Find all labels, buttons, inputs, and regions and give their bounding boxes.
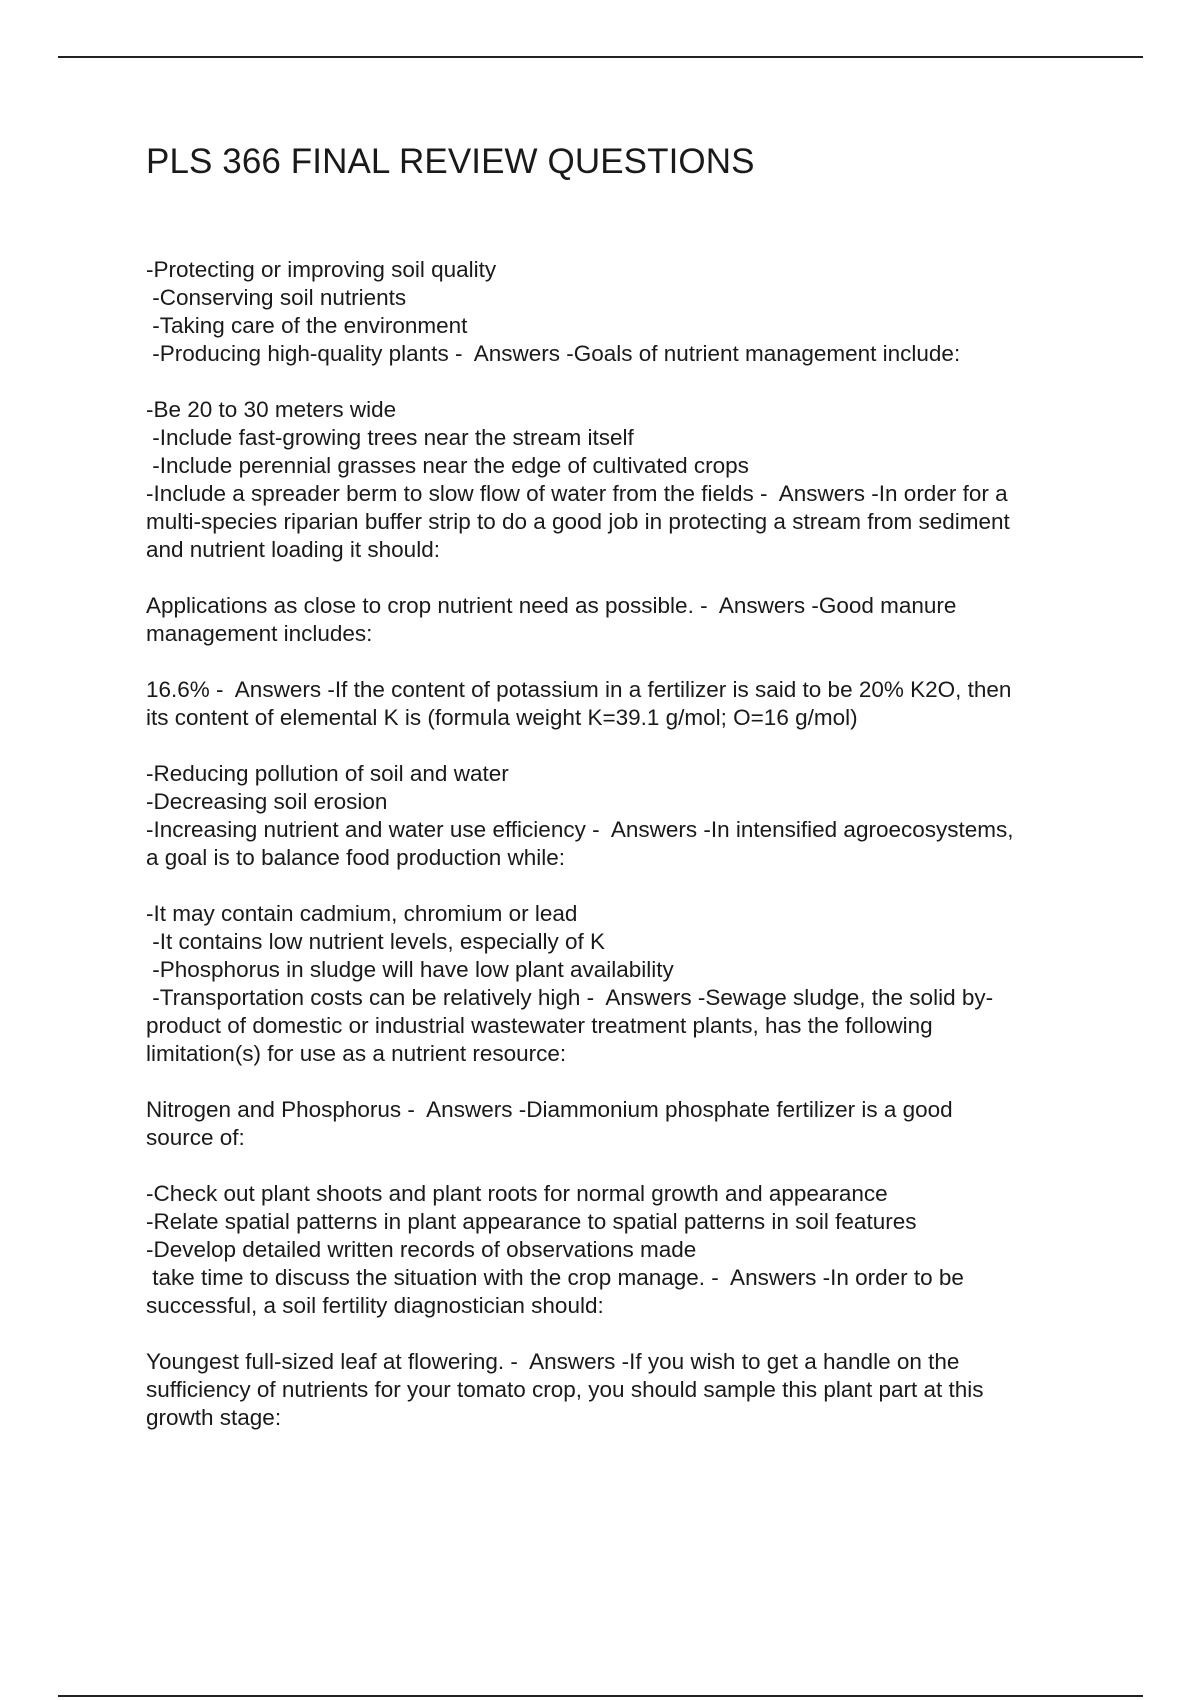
qa-block bbox=[146, 1096, 1091, 1152]
qa-block bbox=[146, 760, 1091, 872]
qa-line: -Relate spatial patterns in plant appearance to spatial patterns in soil features bbox=[146, 1209, 917, 1234]
qa-block bbox=[146, 396, 1091, 564]
qa-line: -Protecting or improving soil quality bbox=[146, 257, 497, 282]
qa-line: product of domestic or industrial wastewater treatment plants, has the following bbox=[146, 1013, 933, 1038]
qa-line: management includes: bbox=[146, 621, 373, 646]
qa-line: Nitrogen and Phosphorus - Answers -Diammonium phosphate fertilizer is a good bbox=[146, 1097, 953, 1122]
bottom-divider bbox=[58, 1695, 1143, 1697]
qa-line: and nutrient loading it should: bbox=[146, 537, 440, 562]
qa-line: -It contains low nutrient levels, especially of K bbox=[146, 929, 605, 954]
qa-line: -Phosphorus in sludge will have low plant availability bbox=[146, 957, 674, 982]
qa-line: -Reducing pollution of soil and water bbox=[146, 761, 509, 786]
page-title: PLS 366 FINAL REVIEW QUESTIONS bbox=[146, 142, 755, 181]
qa-line: 16.6% - Answers -If the content of potassium in a fertilizer is said to be 20% K2O, then bbox=[146, 677, 1012, 702]
qa-line: growth stage: bbox=[146, 1405, 282, 1430]
qa-line: limitation(s) for use as a nutrient resource: bbox=[146, 1041, 567, 1066]
qa-line: multi-species riparian buffer strip to do a good job in protecting a stream from sediment bbox=[146, 509, 1010, 534]
qa-line: -Taking care of the environment bbox=[146, 313, 468, 338]
qa-line: Applications as close to crop nutrient need as possible. - Answers -Good manure bbox=[146, 593, 957, 618]
qa-line: source of: bbox=[146, 1125, 245, 1150]
qa-line: -Decreasing soil erosion bbox=[146, 789, 388, 814]
qa-block bbox=[146, 1348, 1091, 1432]
qa-block bbox=[146, 900, 1091, 1068]
qa-block bbox=[146, 676, 1091, 732]
qa-line: -Include fast-growing trees near the stream itself bbox=[146, 425, 634, 450]
qa-line: -Increasing nutrient and water use efficiency - Answers -In intensified agroecosystems, bbox=[146, 817, 1014, 842]
qa-line: -Producing high-quality plants - Answers -Goals of nutrient management include: bbox=[146, 341, 961, 366]
qa-block bbox=[146, 1180, 1091, 1320]
qa-line: sufficiency of nutrients for your tomato crop, you should sample this plant part at this bbox=[146, 1377, 984, 1402]
qa-line: -Transportation costs can be relatively high - Answers -Sewage sludge, the solid by- bbox=[146, 985, 994, 1010]
qa-block bbox=[146, 256, 1091, 368]
qa-line: -Conserving soil nutrients bbox=[146, 285, 407, 310]
qa-line: -Include perennial grasses near the edge of cultivated crops bbox=[146, 453, 749, 478]
qa-line: Youngest full-sized leaf at flowering. - Answers -If you wish to get a handle on the bbox=[146, 1349, 960, 1374]
top-divider bbox=[58, 56, 1143, 58]
qa-line: its content of elemental K is (formula weight K=39.1 g/mol; O=16 g/mol) bbox=[146, 705, 858, 730]
qa-line: -Check out plant shoots and plant roots for normal growth and appearance bbox=[146, 1181, 888, 1206]
qa-line: -It may contain cadmium, chromium or lead bbox=[146, 901, 578, 926]
qa-list bbox=[146, 256, 1091, 1460]
qa-block bbox=[146, 592, 1091, 648]
qa-line: successful, a soil fertility diagnostician should: bbox=[146, 1293, 604, 1318]
qa-line: -Be 20 to 30 meters wide bbox=[146, 397, 397, 422]
qa-line: -Develop detailed written records of observations made bbox=[146, 1237, 697, 1262]
qa-line: -Include a spreader berm to slow flow of water from the fields - Answers -In order for a bbox=[146, 481, 1008, 506]
qa-line: a goal is to balance food production while: bbox=[146, 845, 566, 870]
qa-line: take time to discuss the situation with the crop manage. - Answers -In order to be bbox=[146, 1265, 964, 1290]
